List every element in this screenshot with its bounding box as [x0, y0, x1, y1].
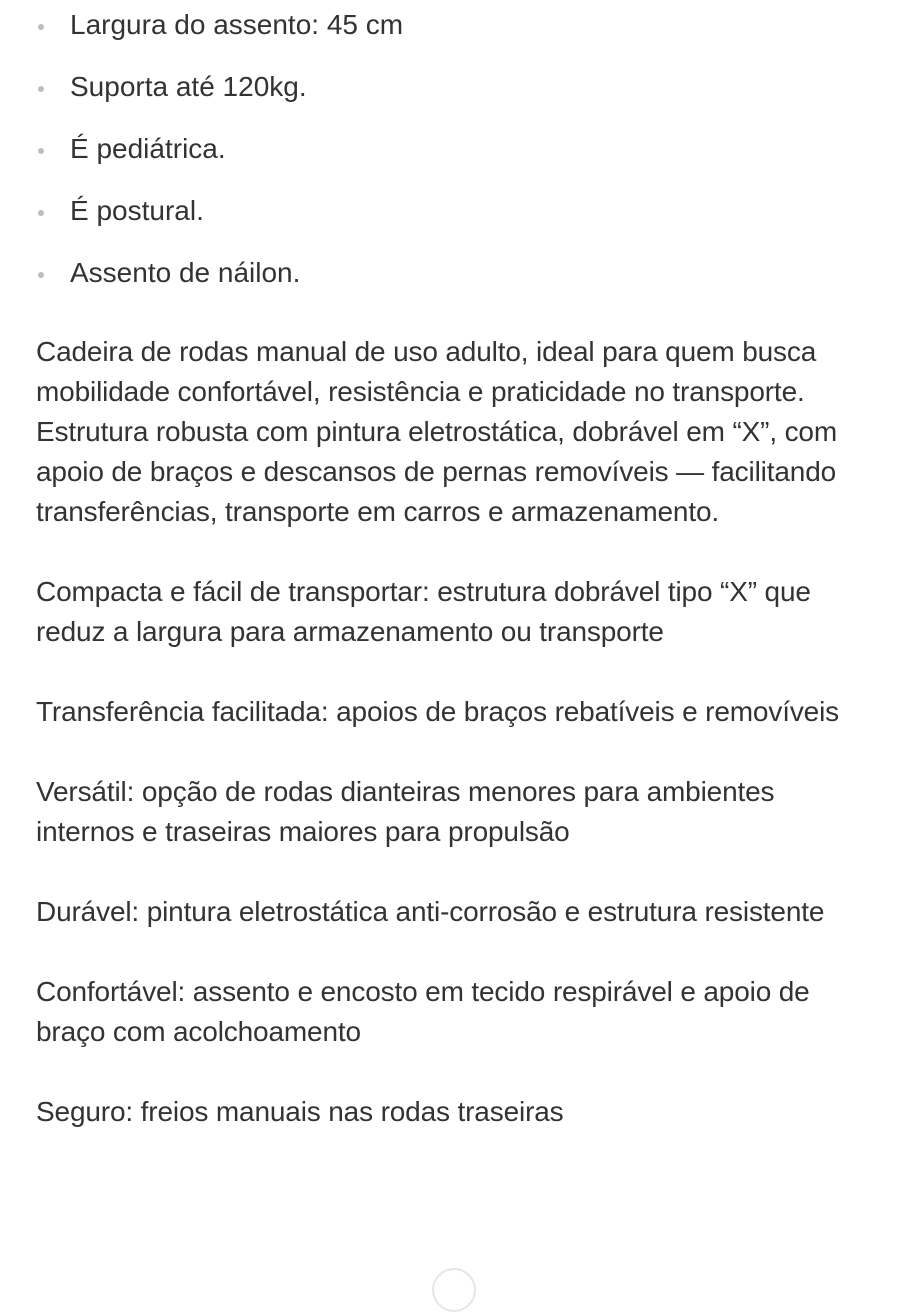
description-paragraph: Compacta e fácil de transportar: estrutura dobrável tipo “X” que reduz a largura para armazenamento ou transporte [36, 576, 811, 647]
description-body [36, 332, 876, 1132]
product-description [36, 0, 876, 1132]
feature-text: Largura do assento: 45 cm [70, 9, 404, 40]
description-paragraph: Cadeira de rodas manual de uso adulto, ideal para quem busca mobilidade confortável, resistência e praticidade no transporte. Estrutura robusta com pintura eletrostática, dobrável em “X”, com apoio de braços e descansos de pernas removíveis — facilitando transferências, transporte em carros e armazenamento. [36, 336, 838, 527]
list-item [36, 186, 876, 248]
bullet-dot-icon [38, 24, 44, 30]
description-paragraph: Confortável: assento e encosto em tecido respirável e apoio de braço com acolchoamento [36, 976, 810, 1047]
description-paragraph: Seguro: freios manuais nas rodas traseiras [36, 1096, 564, 1127]
feature-text: É pediátrica. [70, 133, 226, 164]
list-item [36, 248, 876, 310]
feature-text: Assento de náilon. [70, 257, 301, 288]
list-item [36, 124, 876, 186]
description-paragraph: Durável: pintura eletrostática anti-corrosão e estrutura resistente [36, 896, 825, 927]
list-item [36, 62, 876, 124]
feature-list [36, 0, 876, 310]
bullet-dot-icon [38, 210, 44, 216]
bullet-dot-icon [38, 86, 44, 92]
description-paragraph: Versátil: opção de rodas dianteiras menores para ambientes internos e traseiras maiores para propulsão [36, 776, 775, 847]
bullet-dot-icon [38, 272, 44, 278]
bullet-dot-icon [38, 148, 44, 154]
feature-text: É postural. [70, 195, 204, 226]
list-item [36, 0, 876, 62]
feature-text: Suporta até 120kg. [70, 71, 307, 102]
description-paragraph: Transferência facilitada: apoios de braços rebatíveis e removíveis [36, 696, 840, 727]
scroll-button[interactable] [432, 1268, 476, 1312]
